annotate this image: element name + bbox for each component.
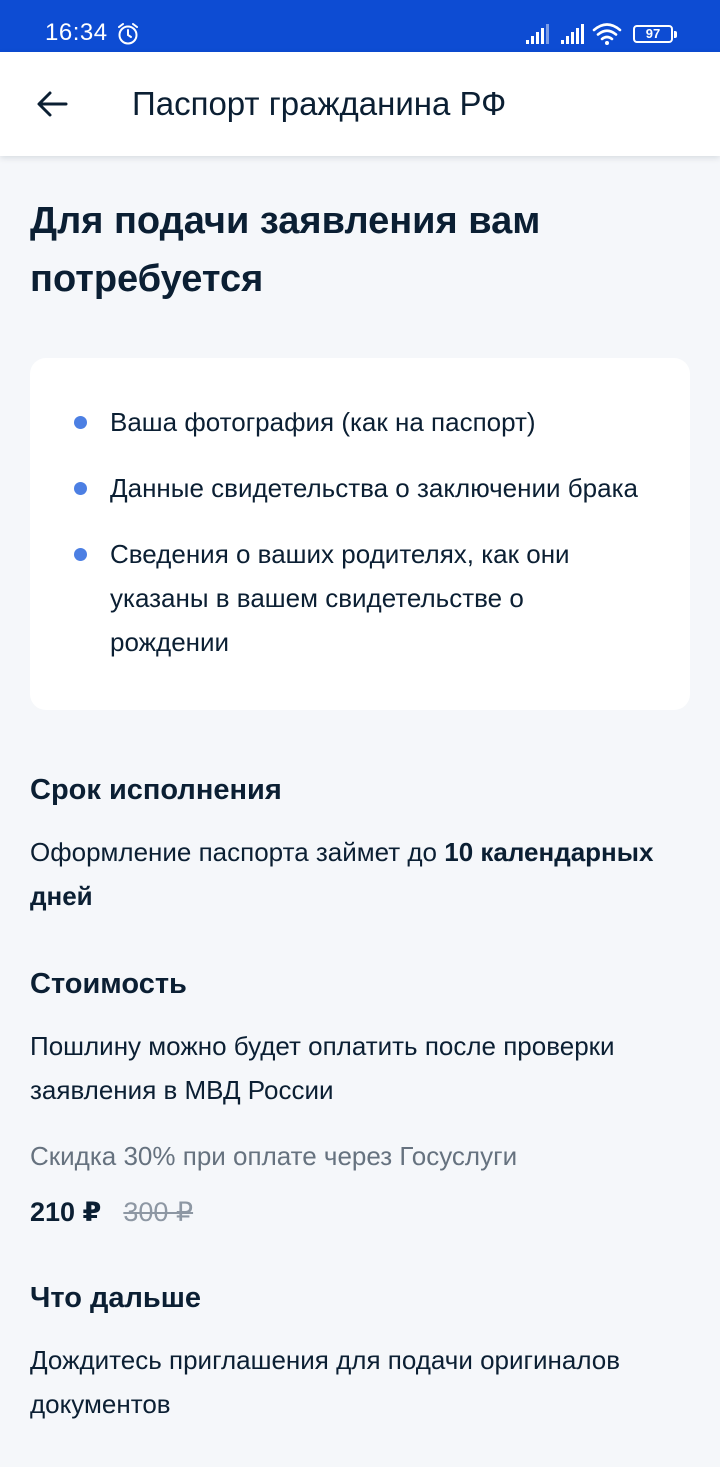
requirements-list [70, 400, 650, 664]
cost-section [30, 966, 690, 1232]
price-old: 300 ₽ [123, 1197, 194, 1227]
discount-text: Скидка 30% при оплате через Госуслуги [30, 1141, 518, 1171]
next-text: Дождитесь приглашения для подачи оригиналов документов [30, 1345, 621, 1419]
next-steps-section [30, 1280, 690, 1426]
requirements-card [30, 358, 690, 710]
main-content [30, 156, 690, 1426]
back-button[interactable] [24, 80, 80, 128]
deadline-section [30, 772, 690, 918]
deadline-title: Срок исполнения [30, 774, 282, 806]
deadline-text-prefix: Оформление паспорта займет до [30, 837, 445, 867]
cost-text: Пошлину можно будет оплатить после проверки заявления в МВД России [30, 1031, 615, 1105]
cost-title: Стоимость [30, 968, 187, 1000]
wifi-icon [592, 22, 622, 46]
signal-icon [524, 23, 552, 45]
bullet-dot [74, 416, 87, 429]
bullet-dot [74, 548, 87, 561]
arrow-left-icon [36, 90, 68, 118]
signal-icon [559, 23, 587, 45]
next-title: Что дальше [30, 1282, 202, 1314]
battery-icon [633, 25, 673, 43]
alarm-icon [117, 22, 139, 46]
list-item [70, 532, 650, 664]
status-time: 16:34 [45, 19, 108, 46]
requirement-text: Сведения о ваших родителях, как они указаны в вашем свидетельстве о рождении [110, 539, 570, 657]
requirement-text: Ваша фотография (как на паспорт) [110, 407, 536, 437]
list-item [70, 466, 650, 510]
requirement-text: Данные свидетельства о заключении брака [110, 473, 638, 503]
bullet-dot [74, 482, 87, 495]
deadline-days: 10 календарных дней [30, 837, 654, 911]
price-row [30, 1192, 690, 1232]
page-title: Для подачи заявления вам потребуется [30, 200, 541, 300]
list-item [70, 400, 650, 444]
price-new: 210 ₽ [30, 1197, 102, 1227]
status-bar [0, 0, 720, 52]
header-title: Паспорт гражданина РФ [132, 85, 507, 122]
deadline-text [30, 830, 690, 918]
battery-level: 97 [645, 26, 661, 41]
app-header [0, 52, 720, 156]
